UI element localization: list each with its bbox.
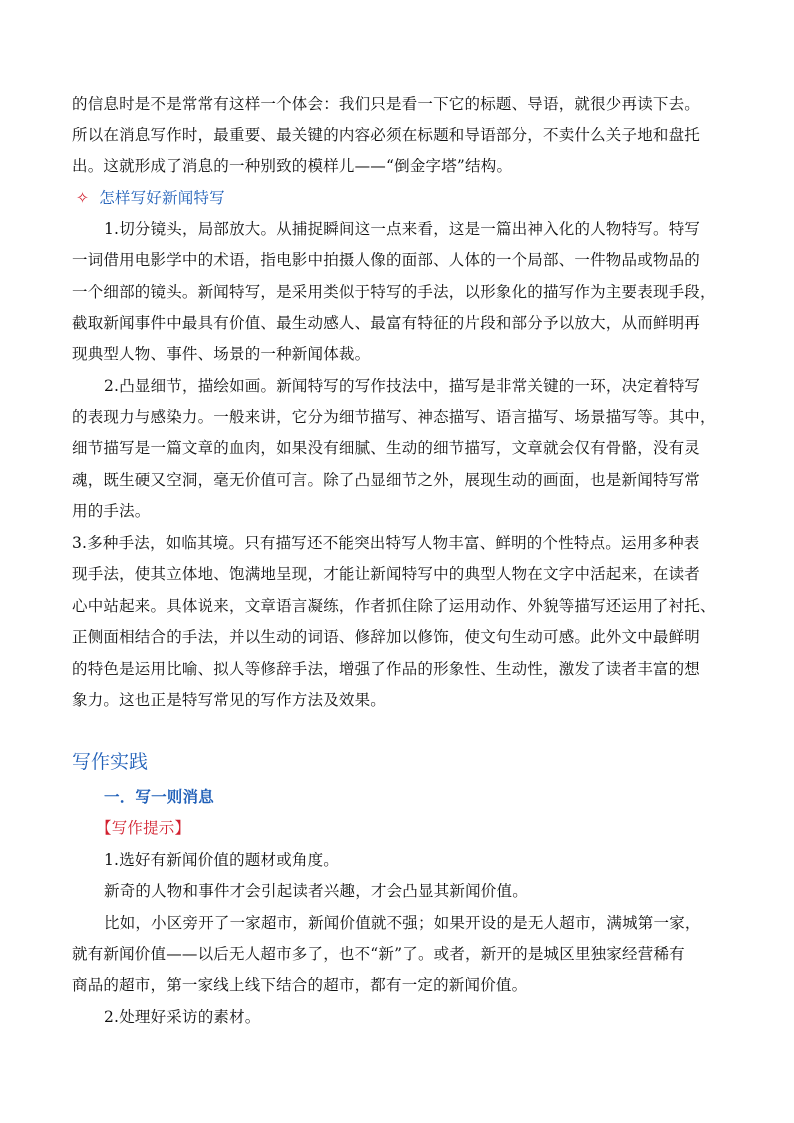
- feature-line-15: 的特色是运用比喻、拟人等修辞手法，增强了作品的形象性、生动性，激发了读者丰富的想: [72, 660, 701, 678]
- feature-line-11: 3.多种手法，如临其境。只有描写还不能突出特写人物丰富、鲜明的个性特点。运用多种表: [72, 534, 700, 552]
- feature-line-13: 心中站起来。具体说来，文章语言凝练，作者抓住除了运用动作、外貌等描写还运用了衬托、: [72, 597, 716, 615]
- feature-line-5: 现典型人物、事件、场景的一种新闻体裁。: [72, 345, 371, 363]
- writing-tip-label: 【写作提示】: [96, 819, 191, 837]
- practice-line-3: 比如，小区旁开了一家超市，新闻价值就不强；如果开设的是无人超市，满城第一家，: [104, 914, 701, 932]
- intro-line-2: 所以在消息写作时，最重要、最关键的内容必须在标题和导语部分，不卖什么关子地和盘托: [72, 126, 701, 144]
- practice-line-6: 2.处理好采访的素材。: [104, 1008, 261, 1026]
- intro-line-1: 的信息时是不是常常有这样一个体会：我们只是看一下它的标题、导语，就很少再读下去。: [72, 95, 701, 113]
- feature-heading-text: 怎样写好新闻特写: [99, 189, 225, 207]
- diamond-bullet-icon: ✧: [76, 189, 90, 207]
- feature-line-9: 魂，既生硬又空洞，毫无价值可言。除了凸显细节之外，展现生动的画面，也是新闻特写常: [72, 471, 701, 489]
- feature-line-6: 2.凸显细节，描绘如画。新闻特写的写作技法中，描写是非常关键的一环，决定着特写: [104, 377, 701, 395]
- practice-line-2: 新奇的人物和事件才会引起读者兴趣，才会凸显其新闻价值。: [104, 882, 528, 900]
- feature-heading: [76, 188, 225, 208]
- feature-line-2: 一词借用电影学中的术语，指电影中拍摄人像的面部、人体的一个局部、一件物品或物品的: [72, 251, 701, 269]
- practice-title: 写作实践: [72, 751, 149, 773]
- feature-line-8: 细节描写是一篇文章的血肉，如果没有细腻、生动的细节描写，文章就会仅有骨骼，没有灵: [72, 439, 701, 457]
- feature-line-7: 的表现力与感染力。一般来讲，它分为细节描写、神态描写、语言描写、场景描写等。其中，: [72, 408, 716, 426]
- practice-subheading: 一．写一则消息: [104, 788, 214, 806]
- feature-line-4: 截取新闻事件中最具有价值、最生动感人、最富有特征的片段和部分予以放大，从而鲜明再: [72, 314, 701, 332]
- feature-line-3: 一个细部的镜头。新闻特写，是采用类似于特写的手法，以形象化的描写作为主要表现手段，: [72, 283, 716, 301]
- feature-line-10: 用的手法。: [72, 502, 151, 520]
- feature-line-16: 象力。这也正是特写常见的写作方法及效果。: [72, 691, 387, 709]
- feature-line-12: 现手法，使其立体地、饱满地呈现，才能让新闻特写中的典型人物在文字中活起来，在读者: [72, 565, 701, 583]
- practice-line-1: 1.选好有新闻价值的题材或角度。: [104, 851, 339, 869]
- practice-line-4: 就有新闻价值——以后无人超市多了，也不“新”了。或者，新开的是城区里独家经营稀有: [72, 945, 685, 963]
- feature-line-14: 正侧面相结合的手法，并以生动的词语、修辞加以修饰，使文句生动可感。此外文中最鲜明: [72, 628, 701, 646]
- feature-line-1: 1.切分镜头，局部放大。从捕捉瞬间这一点来看，这是一篇出神入化的人物特写。特写: [104, 220, 701, 238]
- intro-line-3: 出。这就形成了消息的一种别致的模样儿——“倒金字塔”结构。: [72, 157, 513, 175]
- practice-line-5: 商品的超市，第一家线上线下结合的超市，都有一定的新闻价值。: [72, 976, 528, 994]
